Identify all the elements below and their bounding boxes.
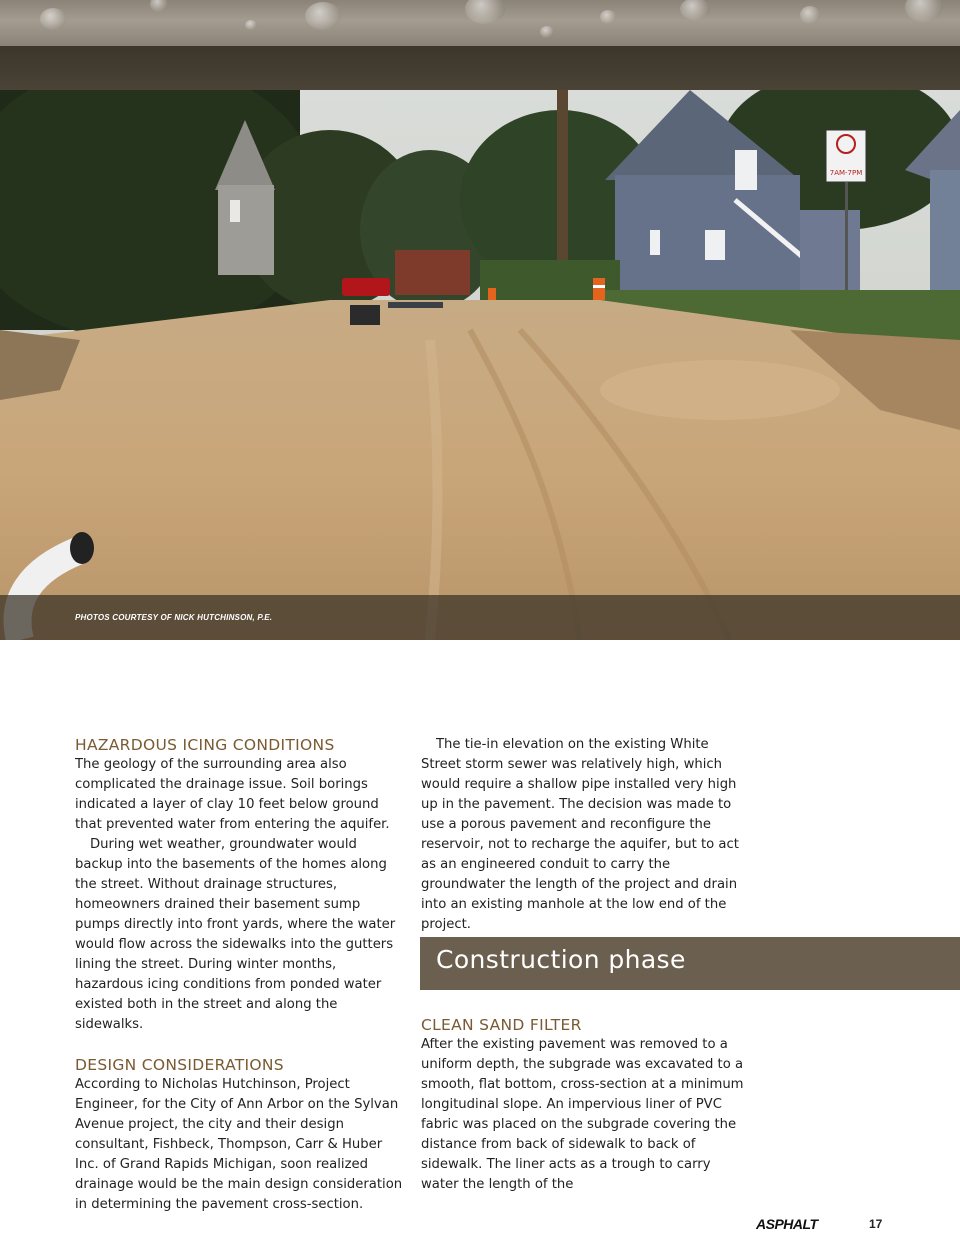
body-paragraph: According to Nicholas Hutchinson, Project Engineer, for the City of Ann Arbor on the Sylvan Avenue project, the city and their design consultant, Fishbeck, Thompson, Carr & Huber Inc. of Grand Rapids Michigan, soon realized drainage would be the main design consideration in determining the pavement cross-section.: [75, 1077, 403, 1212]
left-column: [75, 735, 405, 1215]
section-heading-design-considerations: DESIGN CONSIDERATIONS: [75, 1056, 284, 1074]
page-number: 17: [869, 1217, 883, 1231]
body-paragraph: After the existing pavement was removed to a uniform depth, the subgrade was excavated to a smooth, flat bottom, cross-section at a minimum longitudinal slope. An impervious liner of PVC fabric was placed on the subgrade covering the distance from back of sidewalk to back of sidewalk. The liner acts as a trough to carry water the length of the: [421, 1037, 744, 1192]
header-dark-band: [0, 46, 960, 90]
construction-site-photo: [0, 90, 960, 640]
section-heading-hazardous-icing: HAZARDOUS ICING CONDITIONS: [75, 736, 335, 754]
section-heading-clean-sand-filter: CLEAN SAND FILTER: [421, 1016, 582, 1034]
right-column-bottom: [421, 1015, 751, 1195]
body-paragraph: During wet weather, groundwater would backup into the basements of the homes along the street. Without drainage structures, homeowners drained their basement sump pumps directly into front yards, where the water would flow across the sidewalks into the gutters lining the street. During winter months, hazardous icing conditions from ponded water existed both in the street and along the sidewalks.: [75, 837, 396, 1032]
section-title-construction-phase: Construction phase: [436, 945, 686, 974]
asphalt-logo: ASPHALT: [756, 1216, 818, 1232]
body-paragraph: The tie-in elevation on the existing White Street storm sewer was relatively high, which would require a shallow pipe installed very high up in the pavement. The decision was made to use a porous pavement and reconfigure the reservoir, not to recharge the aquifer, but to act as an engineered conduit to carry the groundwater the length of the project and drain into an existing manhole at the low end of the project.: [421, 737, 739, 932]
right-column-top: [421, 735, 741, 935]
top-decorative-band: [0, 0, 960, 46]
photo-credit-caption: PHOTOS COURTESY OF NICK HUTCHINSON, P.E.: [75, 613, 273, 622]
parking-sign-text: 7AM-7PM: [829, 169, 863, 177]
body-paragraph: The geology of the surrounding area also complicated the drainage issue. Soil borings indicated a layer of clay 10 feet below ground that prevented water from entering the aquifer.: [75, 757, 390, 832]
